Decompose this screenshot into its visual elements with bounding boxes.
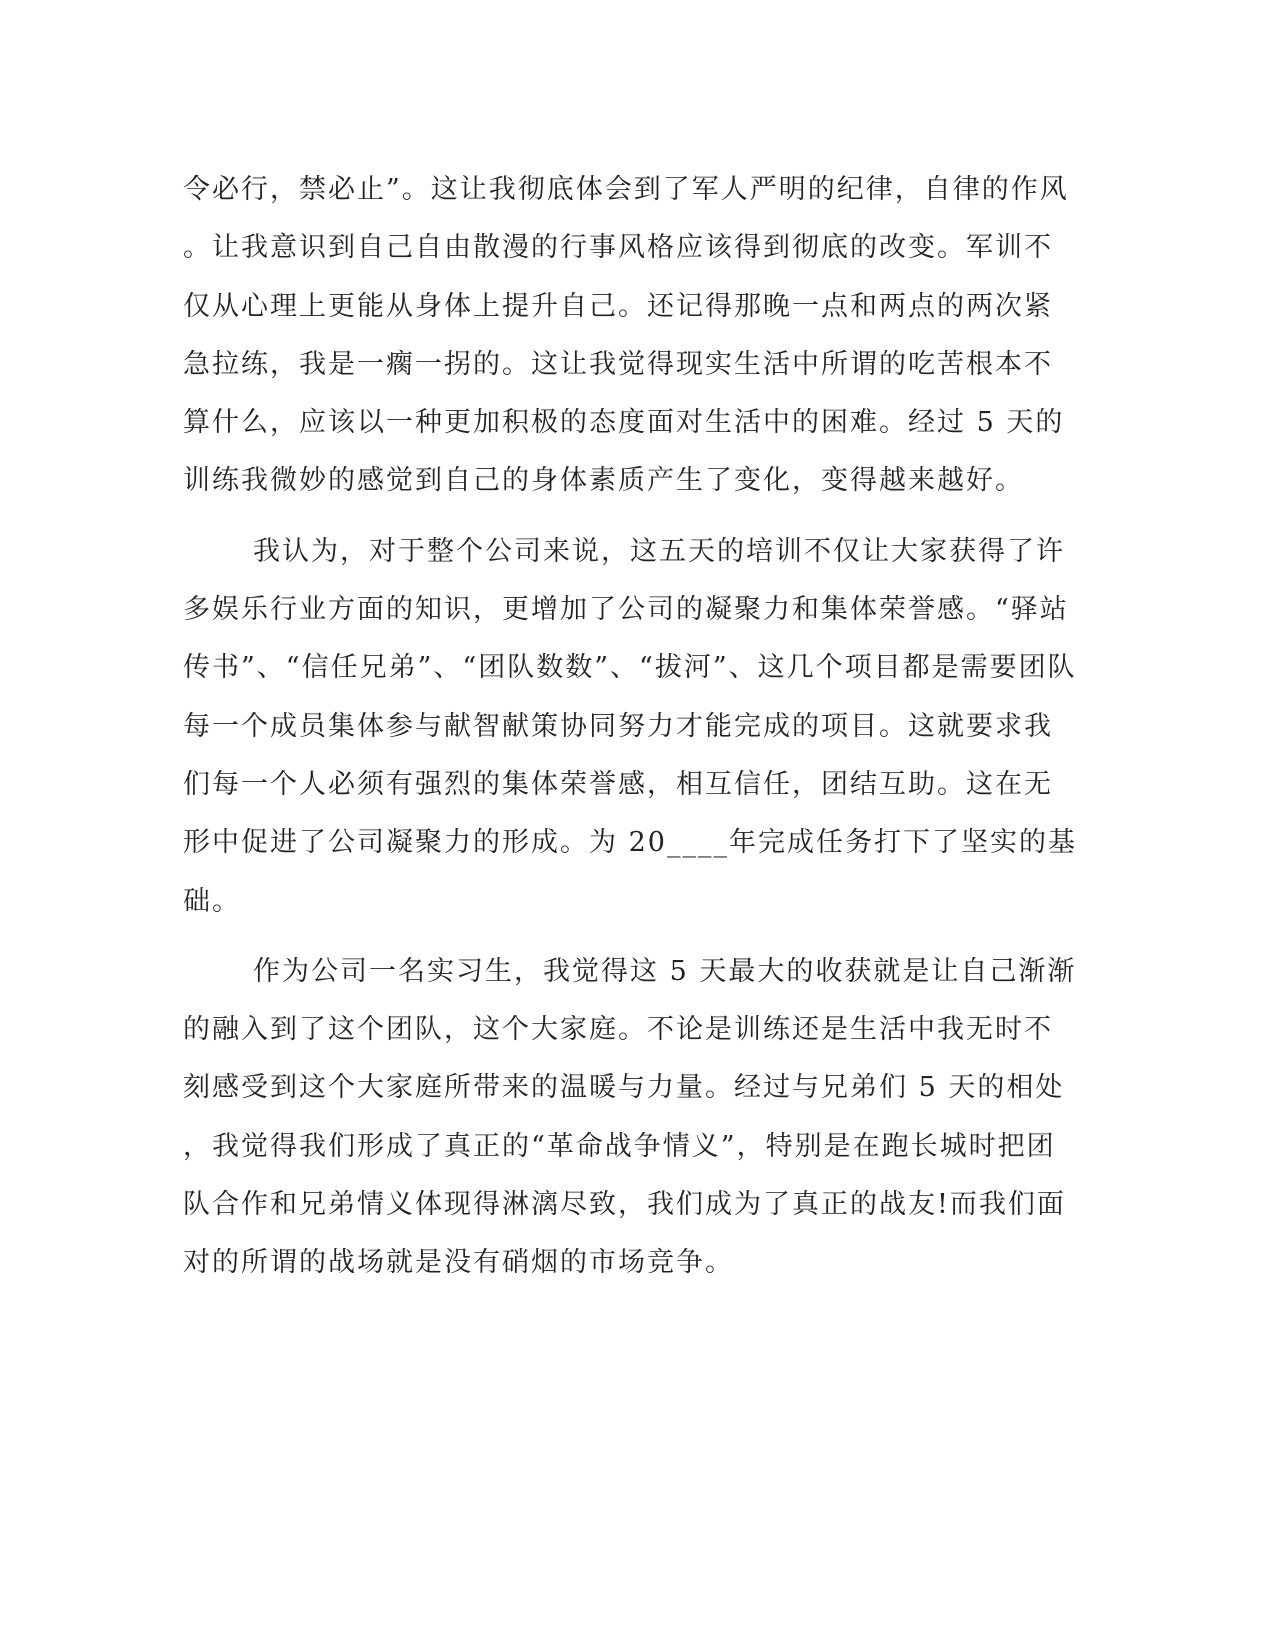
text-line: 多娱乐行业方面的知识，更增加了公司的凝聚力和集体荣誉感。“驿站 bbox=[183, 594, 1069, 626]
body-text bbox=[183, 161, 1077, 1293]
paragraph-intern-reflection bbox=[183, 943, 1077, 1293]
paragraph-gap bbox=[183, 931, 1043, 943]
text-line: 形中促进了公司凝聚力的形成。为 20____年完成任务打下了坚实的基 bbox=[183, 827, 1077, 859]
text-line: 们每一个人必须有强烈的集体荣誉感，相互信任，团结互助。这在无 bbox=[183, 768, 1053, 800]
text-line: 令必行，禁必止”。这让我彻底体会到了军人严明的纪律，自律的作风 bbox=[183, 174, 1069, 205]
paragraph-team-cohesion bbox=[183, 523, 1077, 931]
text-line: 每一个成员集体参与献智献策协同努力才能完成的项目。这就要求我 bbox=[183, 710, 1053, 742]
text-line: 传书”、“信任兄弟”、“团队数数”、“拔河”、这几个项目都是需要团队 bbox=[183, 652, 1077, 684]
text-line: 的融入到了这个团队，这个大家庭。不论是训练还是生活中我无时不 bbox=[183, 1014, 1053, 1046]
paragraph-military-training bbox=[183, 161, 1069, 511]
text-line: 础。 bbox=[183, 885, 241, 917]
text-line: 作为公司一名实习生，我觉得这 5 天最大的收获就是让自己渐渐 bbox=[253, 955, 1077, 987]
text-line: 我认为，对于整个公司来说，这五天的培训不仅让大家获得了许 bbox=[253, 535, 1065, 567]
text-line: 。让我意识到自己自由散漫的行事风格应该得到彻底的改变。军训不 bbox=[183, 232, 1053, 264]
text-line: 对的所谓的战场就是没有硝烟的市场竞争。 bbox=[183, 1247, 734, 1279]
text-line: 刻感受到这个大家庭所带来的温暖与力量。经过与兄弟们 5 天的相处 bbox=[183, 1072, 1065, 1104]
text-line: 算什么，应该以一种更加积极的态度面对生活中的困难。经过 5 天的 bbox=[183, 407, 1065, 439]
text-line: ，我觉得我们形成了真正的“革命战争情义”，特别是在跑长城时把团 bbox=[183, 1130, 1056, 1162]
text-line: 队合作和兄弟情义体现得淋漓尽致，我们成为了真正的战友!而我们面 bbox=[183, 1189, 1066, 1221]
paragraph-gap bbox=[183, 511, 1043, 523]
text-line: 训练我微妙的感觉到自己的身体素质产生了变化，变得越来越好。 bbox=[183, 465, 1024, 497]
text-line: 急拉练，我是一瘸一拐的。这让我觉得现实生活中所谓的吃苦根本不 bbox=[183, 348, 1053, 380]
text-line: 仅从心理上更能从身体上提升自己。还记得那晚一点和两点的两次紧 bbox=[183, 290, 1053, 322]
